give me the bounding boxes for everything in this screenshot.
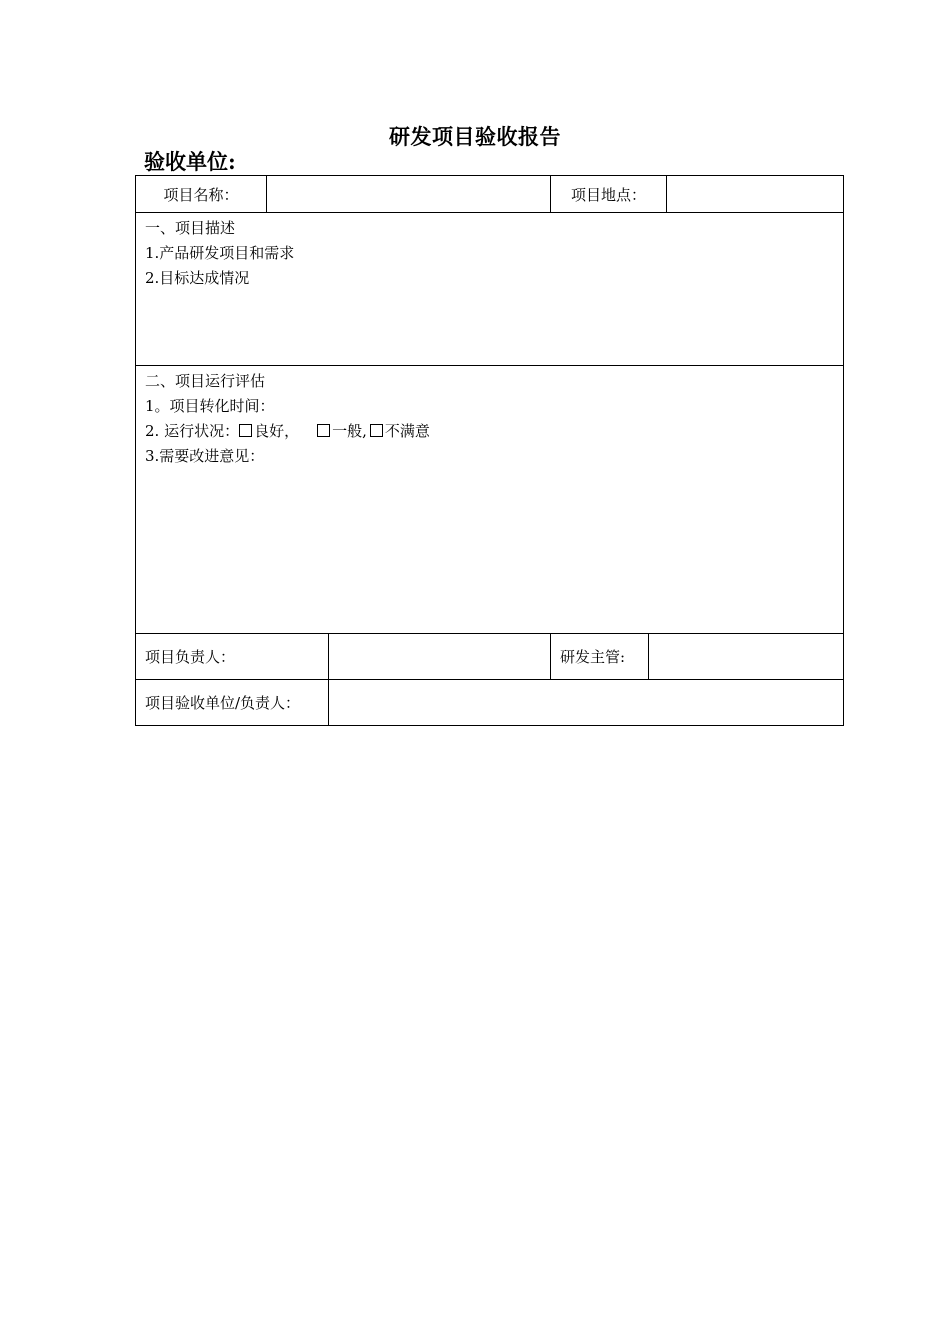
operating-status-label: 2. 运行状况： — [145, 422, 240, 440]
acceptance-row — [136, 680, 844, 726]
acceptance-unit-owner-field[interactable] — [329, 680, 844, 726]
project-owner-label: 项目负责人： — [136, 634, 329, 680]
acceptance-unit-owner-label: 项目验收单位/负责人： — [136, 680, 329, 726]
rd-manager-label: 研发主管: — [551, 634, 649, 680]
section1-item-goal-status: 2.目标达成情况 — [145, 269, 250, 287]
project-name-label: 项目名称： — [136, 176, 267, 213]
checkbox-average[interactable] — [317, 424, 330, 437]
checkbox-good[interactable] — [239, 424, 252, 437]
section1-heading: 一、项目描述 — [145, 219, 236, 237]
document-title: 研发项目验收报告 — [389, 124, 561, 149]
project-evaluation-row — [136, 366, 844, 634]
rd-manager-field[interactable] — [649, 634, 844, 680]
acceptance-unit-label: 验收单位: — [144, 149, 236, 174]
owner-row — [136, 634, 844, 680]
section1-item-requirements: 1.产品研发项目和需求 — [145, 244, 295, 262]
section2-item-operating-status — [145, 419, 834, 444]
option-unsatisfied-label: 不满意 — [384, 422, 430, 440]
section2-item-improvements: 3.需要改进意见： — [145, 447, 265, 465]
option-average-label: 一般, — [332, 422, 367, 440]
project-evaluation-section[interactable] — [136, 366, 844, 634]
project-description-section[interactable] — [136, 213, 844, 366]
acceptance-form-table — [135, 175, 844, 726]
project-location-label: 项目地点： — [551, 176, 667, 213]
project-info-row — [136, 176, 844, 213]
checkbox-unsatisfied[interactable] — [370, 424, 383, 437]
option-good-label: 良好， — [254, 422, 300, 440]
project-owner-field[interactable] — [329, 634, 551, 680]
section2-item-transition-time: 1。项目转化时间： — [145, 397, 275, 415]
project-description-row — [136, 213, 844, 366]
project-location-field[interactable] — [667, 176, 844, 213]
section2-heading: 二、项目运行评估 — [145, 372, 266, 390]
project-name-field[interactable] — [267, 176, 551, 213]
